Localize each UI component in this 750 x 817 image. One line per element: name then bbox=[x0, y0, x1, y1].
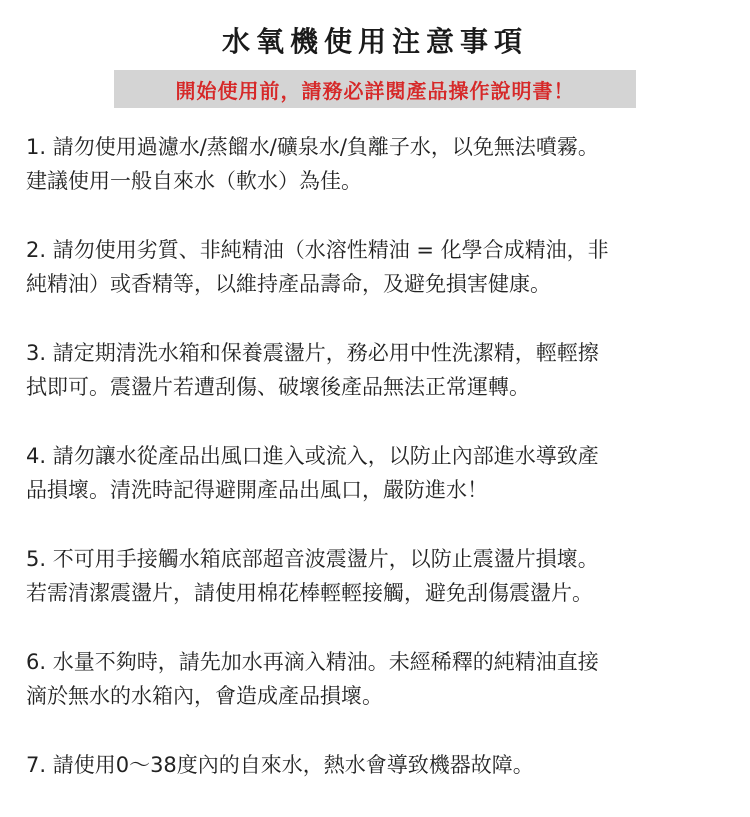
precaution-line: 4. 請勿讓水從產品出風口進入或流入，以防止內部進水導致產 bbox=[26, 444, 599, 468]
precaution-item-7 bbox=[26, 748, 726, 782]
precaution-item-6 bbox=[26, 645, 726, 713]
precaution-line: 拭即可。震盪片若遭刮傷、破壞後產品無法正常運轉。 bbox=[26, 375, 530, 399]
precaution-line: 品損壞。清洗時記得避開產品出風口，嚴防進水！ bbox=[26, 478, 488, 502]
precaution-item-2 bbox=[26, 233, 726, 301]
precaution-line: 6. 水量不夠時，請先加水再滴入精油。未經稀釋的純精油直接 bbox=[26, 650, 599, 674]
page-title: 水氧機使用注意事項 bbox=[221, 25, 528, 58]
precaution-line: 1. 請勿使用過濾水/蒸餾水/礦泉水/負離子水，以免無法噴霧。 bbox=[26, 135, 599, 159]
warning-banner-text: 開始使用前，請務必詳閱產品操作說明書！ bbox=[175, 78, 575, 103]
precaution-line: 若需清潔震盪片，請使用棉花棒輕輕接觸，避免刮傷震盪片。 bbox=[26, 581, 593, 605]
precaution-line: 純精油）或香精等，以維持產品壽命，及避免損害健康。 bbox=[26, 272, 551, 296]
precaution-line: 建議使用一般自來水（軟水）為佳。 bbox=[26, 169, 362, 193]
precaution-line: 3. 請定期清洗水箱和保養震盪片，務必用中性洗潔精，輕輕擦 bbox=[26, 341, 599, 365]
precaution-item-1 bbox=[26, 130, 726, 198]
precaution-line: 5. 不可用手接觸水箱底部超音波震盪片，以防止震盪片損壞。 bbox=[26, 547, 599, 571]
precautions-list bbox=[26, 130, 726, 817]
precaution-item-3 bbox=[26, 336, 726, 404]
precaution-line: 2. 請勿使用劣質、非純精油（水溶性精油 = 化學合成精油，非 bbox=[26, 238, 609, 262]
warning-banner bbox=[114, 70, 636, 108]
precaution-line: 7. 請使用0～38度內的自來水，熱水會導致機器故障。 bbox=[26, 753, 534, 777]
precaution-item-4 bbox=[26, 439, 726, 507]
precaution-line: 滴於無水的水箱內，會造成產品損壞。 bbox=[26, 684, 383, 708]
precaution-item-5 bbox=[26, 542, 726, 610]
